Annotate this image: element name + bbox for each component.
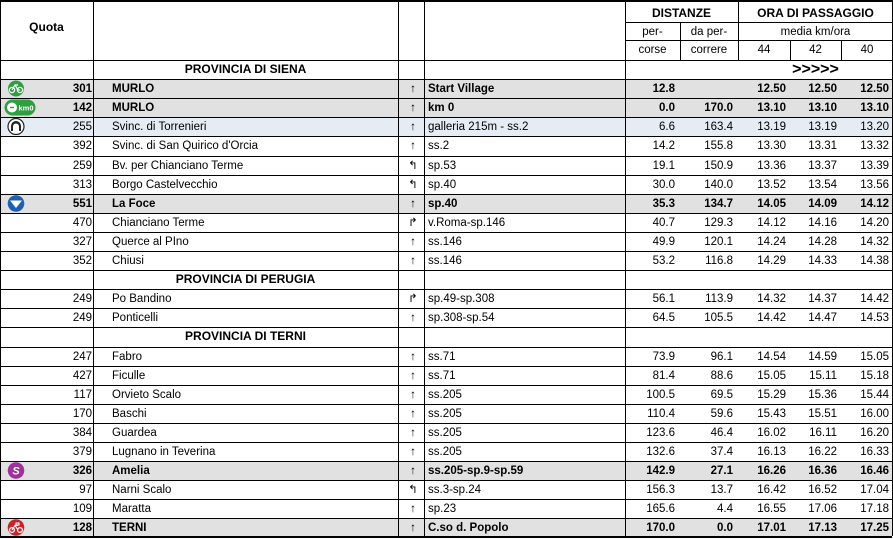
road-cell: sp.53 xyxy=(428,159,457,172)
distance-done-cell: 6.6 xyxy=(659,121,675,134)
road-cell: C.so d. Popolo xyxy=(428,522,509,535)
time-42-cell: 13.54 xyxy=(808,178,837,191)
grid-line-v xyxy=(680,22,681,60)
quota-cell: 109 xyxy=(72,503,92,516)
time-42-cell: 16.22 xyxy=(808,446,837,458)
table-row xyxy=(0,480,892,499)
direction-cell: ↑ xyxy=(410,140,416,153)
quota-cell: 255 xyxy=(72,121,92,134)
grid-line-h xyxy=(0,79,892,80)
road-cell: ss.71 xyxy=(428,369,456,382)
time-40-cell: 17.04 xyxy=(860,484,889,497)
direction-cell: ↑ xyxy=(410,235,416,248)
table-row xyxy=(0,442,892,461)
road-cell: ss.205 xyxy=(428,388,462,401)
place-cell: Baschi xyxy=(112,407,147,420)
grid-line-h xyxy=(0,194,892,195)
place-cell: Lugnano in Teverina xyxy=(112,446,216,458)
quota-cell: 379 xyxy=(72,446,92,458)
grid-line-h xyxy=(0,213,892,214)
time-44-cell: 16.02 xyxy=(757,426,786,439)
grid-line-h xyxy=(0,308,892,309)
header-dapercorrere-1: da per- xyxy=(690,26,728,38)
road-cell: ss.205 xyxy=(428,446,462,458)
distance-remaining-cell: 140.0 xyxy=(704,178,733,191)
distance-remaining-cell: 59.6 xyxy=(710,407,733,420)
time-44-cell: 16.26 xyxy=(757,465,786,478)
table-row xyxy=(0,175,892,194)
time-44-cell: 14.29 xyxy=(757,255,786,267)
distance-remaining-cell: 163.4 xyxy=(704,121,733,134)
road-cell: ss.146 xyxy=(428,255,462,267)
grid-line-h xyxy=(625,22,893,23)
time-44-cell: 12.50 xyxy=(757,83,786,96)
distance-remaining-cell: 37.4 xyxy=(710,446,733,458)
direction-cell: ↑ xyxy=(410,522,416,535)
distance-done-cell: 73.9 xyxy=(652,350,675,363)
distance-remaining-cell: 150.9 xyxy=(704,159,733,172)
grid-line-v xyxy=(424,0,425,536)
time-42-cell: 14.28 xyxy=(808,235,837,248)
quota-cell: 259 xyxy=(72,159,92,172)
time-44-cell: 13.30 xyxy=(757,140,786,153)
time-42-cell: 13.10 xyxy=(808,102,837,115)
direction-cell: ↑ xyxy=(410,446,416,458)
grid-line-h xyxy=(0,518,892,519)
place-cell: Chianciano Terme xyxy=(112,216,205,229)
grid-line-v xyxy=(398,0,399,536)
section-perugia: PROVINCIA DI PERUGIA xyxy=(175,272,316,287)
grid-line-v xyxy=(738,0,739,60)
distance-remaining-cell: 4.4 xyxy=(717,503,733,516)
distance-done-cell: 100.5 xyxy=(646,388,675,401)
road-cell: ss.205-sp.9-sp.59 xyxy=(428,465,524,478)
quota-cell: 247 xyxy=(72,350,92,363)
distance-done-cell: 81.4 xyxy=(652,369,675,382)
table-row xyxy=(0,308,892,327)
direction-cell: ↑ xyxy=(410,407,416,420)
header-dapercorrere-2: correre xyxy=(690,44,728,56)
time-40-cell: 17.18 xyxy=(860,503,889,516)
distance-remaining-cell: 27.1 xyxy=(710,465,733,478)
time-42-cell: 15.51 xyxy=(808,407,837,420)
quota-cell: 470 xyxy=(72,216,92,229)
time-40-cell: 12.50 xyxy=(860,83,889,96)
distance-remaining-cell: 129.3 xyxy=(704,216,733,229)
time-42-cell: 14.33 xyxy=(808,255,837,267)
time-40-cell: 14.38 xyxy=(860,255,889,267)
distance-done-cell: 170.0 xyxy=(646,522,675,535)
grid-line-h xyxy=(0,117,892,118)
place-cell: TERNI xyxy=(112,522,147,535)
quota-cell: 326 xyxy=(72,465,92,478)
time-42-cell: 16.52 xyxy=(808,484,837,497)
grid-line-h xyxy=(0,289,892,290)
table-row xyxy=(0,79,892,98)
time-40-cell: 13.10 xyxy=(860,102,889,115)
grid-line-h xyxy=(0,327,892,328)
place-cell: Ponticelli xyxy=(112,312,159,325)
place-cell: Bv. per Chianciano Terme xyxy=(112,159,244,172)
road-cell: galleria 215m - ss.2 xyxy=(428,121,529,134)
time-44-cell: 13.10 xyxy=(757,102,786,115)
distance-remaining-cell: 155.8 xyxy=(704,140,733,153)
time-40-cell: 14.12 xyxy=(860,197,889,210)
quota-cell: 142 xyxy=(72,102,92,115)
grid-line-h xyxy=(0,423,892,424)
header-ora-passaggio: ORA DI PASSAGGIO xyxy=(757,6,874,20)
time-44-cell: 16.42 xyxy=(757,484,786,497)
gpm-icon xyxy=(3,195,29,212)
table-row xyxy=(0,98,892,117)
distance-remaining-cell: 170.0 xyxy=(704,102,733,115)
svg-text:km0: km0 xyxy=(18,103,34,113)
direction-cell: ↰ xyxy=(408,178,418,191)
time-42-cell: 14.09 xyxy=(808,197,837,210)
header-percorse-2: corse xyxy=(638,44,667,56)
distance-done-cell: 35.3 xyxy=(652,197,675,210)
header-speed-44: 44 xyxy=(757,44,771,56)
distance-remaining-cell xyxy=(680,79,733,98)
time-44-cell: 14.32 xyxy=(757,293,786,306)
table-row xyxy=(0,156,892,175)
distance-remaining-cell: 69.5 xyxy=(710,388,733,401)
header-quota: Quota xyxy=(29,20,64,34)
table-row xyxy=(0,251,892,270)
time-44-cell: 17.01 xyxy=(757,522,786,535)
header-media: media km/ora xyxy=(780,26,851,38)
grid-line-h xyxy=(0,461,892,462)
section-terni: PROVINCIA DI TERNI xyxy=(185,329,306,344)
time-44-cell: 14.05 xyxy=(757,197,786,210)
road-cell: sp.49-sp.308 xyxy=(428,293,495,306)
direction-cell: ↱ xyxy=(408,293,418,306)
time-44-cell: 13.52 xyxy=(757,178,786,191)
grid-line-h xyxy=(0,404,892,405)
grid-line-h xyxy=(0,347,892,348)
time-42-cell: 16.11 xyxy=(809,426,837,439)
road-cell: sp.23 xyxy=(428,503,457,516)
place-cell: Querce al PIno xyxy=(112,235,189,248)
time-42-cell: 17.06 xyxy=(808,503,837,516)
time-40-cell: 13.32 xyxy=(860,140,889,153)
direction-cell: ↑ xyxy=(410,197,416,210)
quota-cell: 170 xyxy=(72,407,92,420)
distance-remaining-cell: 0.0 xyxy=(717,522,733,535)
time-40-cell: 15.05 xyxy=(860,350,889,363)
quota-cell: 97 xyxy=(79,484,92,497)
time-42-cell: 12.50 xyxy=(808,83,837,96)
grid-line-h xyxy=(0,232,892,233)
direction-cell: ↱ xyxy=(408,216,418,229)
quota-cell: 313 xyxy=(72,178,92,191)
place-cell: Narni Scalo xyxy=(112,484,172,497)
place-cell: Guardea xyxy=(112,426,157,439)
time-42-cell: 14.37 xyxy=(808,293,837,306)
distance-done-cell: 40.7 xyxy=(652,216,675,229)
time-40-cell: 14.42 xyxy=(860,293,889,306)
road-cell: v.Roma-sp.146 xyxy=(428,216,506,229)
distance-remaining-cell: 116.8 xyxy=(705,255,733,267)
time-42-cell: 16.36 xyxy=(808,465,837,478)
time-44-cell: 13.19 xyxy=(757,121,786,134)
table-row xyxy=(0,423,892,442)
direction-cell: ↑ xyxy=(410,503,416,516)
direction-cell: ↑ xyxy=(410,388,416,401)
distance-remaining-cell: 13.7 xyxy=(710,484,733,497)
road-cell: ss.205 xyxy=(428,407,462,420)
quota-cell: 352 xyxy=(72,255,92,267)
direction-cell: ↑ xyxy=(410,255,416,267)
start-village-icon xyxy=(3,80,29,97)
direction-cell: ↑ xyxy=(410,350,416,363)
time-44-cell: 15.43 xyxy=(757,407,786,420)
time-40-cell: 15.44 xyxy=(860,388,889,401)
road-cell: sp.40 xyxy=(428,178,457,191)
header-speed-40: 40 xyxy=(860,44,874,56)
time-44-cell: 13.36 xyxy=(757,159,786,172)
section-siena: PROVINCIA DI SIENA xyxy=(184,62,307,76)
quota-cell: 384 xyxy=(72,426,92,439)
direction-cell: ↑ xyxy=(410,426,416,439)
time-40-cell: 13.56 xyxy=(860,178,889,191)
road-cell: ss.3-sp.24 xyxy=(428,484,482,497)
direction-cell: ↑ xyxy=(410,121,416,134)
time-42-cell: 14.16 xyxy=(808,216,837,229)
distance-done-cell: 14.2 xyxy=(652,140,675,153)
place-cell: Maratta xyxy=(112,503,151,516)
place-cell: Orvieto Scalo xyxy=(112,388,182,401)
direction-cell: ↑ xyxy=(410,83,416,96)
grid-line-h xyxy=(0,98,892,99)
header-percorse-1: per- xyxy=(642,26,663,38)
time-40-cell: 14.32 xyxy=(860,235,889,248)
grid-line-h xyxy=(0,60,892,61)
time-42-cell: 14.47 xyxy=(808,312,837,325)
sprint-icon xyxy=(3,462,29,479)
grid-line-v xyxy=(93,0,94,536)
place-cell: MURLO xyxy=(112,102,155,115)
road-cell: sp.40 xyxy=(428,197,458,210)
grid-line-h xyxy=(0,156,892,157)
distance-remaining-cell: 105.5 xyxy=(704,312,733,325)
direction-cell: ↑ xyxy=(410,369,416,382)
distance-done-cell: 142.9 xyxy=(646,465,675,478)
time-44-cell: 14.54 xyxy=(757,350,786,363)
place-cell: Po Bandino xyxy=(112,293,172,306)
time-40-cell: 13.20 xyxy=(860,121,889,134)
distance-done-cell: 49.9 xyxy=(652,235,675,248)
time-44-cell: 16.13 xyxy=(757,446,786,458)
time-42-cell: 13.31 xyxy=(808,140,837,153)
time-42-cell: 13.37 xyxy=(808,159,837,172)
grid-line-v xyxy=(0,0,1,536)
table-row xyxy=(0,499,892,518)
time-42-cell: 15.36 xyxy=(808,388,837,401)
time-44-cell: 14.42 xyxy=(757,312,786,325)
table-row xyxy=(0,404,892,423)
table-row xyxy=(0,194,892,213)
time-44-cell: 14.24 xyxy=(757,235,786,248)
road-cell: ss.205 xyxy=(428,426,462,439)
header-distanze: DISTANZE xyxy=(651,6,712,20)
time-40-cell: 16.20 xyxy=(860,426,889,439)
time-42-cell: 15.11 xyxy=(809,369,837,382)
time-42-cell: 14.59 xyxy=(808,350,837,363)
quota-cell: 427 xyxy=(72,369,92,382)
grid-line-h xyxy=(0,270,892,271)
place-cell: MURLO xyxy=(112,83,155,96)
quota-cell: 249 xyxy=(72,312,92,325)
time-40-cell: 14.53 xyxy=(860,312,889,325)
quota-cell: 117 xyxy=(73,388,92,401)
place-cell: La Foce xyxy=(112,197,156,210)
tunnel-icon xyxy=(3,118,29,135)
distance-done-cell: 19.1 xyxy=(652,159,675,172)
grid-line-h xyxy=(0,385,892,386)
quota-cell: 301 xyxy=(72,83,92,96)
place-cell: Amelia xyxy=(112,465,150,478)
place-cell: Chiusi xyxy=(112,255,144,267)
quota-cell: 249 xyxy=(72,293,92,306)
distance-remaining-cell: 88.6 xyxy=(710,369,733,382)
time-40-cell: 16.33 xyxy=(860,446,889,458)
distance-done-cell: 110.4 xyxy=(647,407,675,420)
distance-done-cell: 156.3 xyxy=(646,484,675,497)
distance-done-cell: 0.0 xyxy=(659,102,675,115)
distance-remaining-cell: 120.1 xyxy=(704,235,733,248)
distance-done-cell: 12.8 xyxy=(652,83,675,96)
distance-done-cell: 165.6 xyxy=(646,503,675,516)
grid-line-h xyxy=(0,366,892,367)
place-cell: Ficulle xyxy=(112,369,146,382)
quota-cell: 128 xyxy=(72,522,92,535)
time-44-cell: 16.55 xyxy=(757,503,786,516)
grid-line-h xyxy=(0,499,892,500)
time-40-cell: 15.18 xyxy=(860,369,889,382)
direction-cell: ↑ xyxy=(410,465,416,478)
table-row xyxy=(0,213,892,232)
grid-line-h xyxy=(0,136,892,137)
table-row xyxy=(0,232,892,251)
table-row xyxy=(0,518,892,537)
distance-done-cell: 56.1 xyxy=(652,293,675,306)
grid-line-h xyxy=(625,40,893,41)
road-cell: ss.2 xyxy=(428,140,450,153)
grid-line-v xyxy=(625,0,626,536)
direction-cell: ↰ xyxy=(408,484,418,497)
arrows-label: >>>>> xyxy=(792,61,839,78)
quota-cell: 392 xyxy=(72,140,92,153)
table-row xyxy=(0,461,892,480)
distance-remaining-cell: 134.7 xyxy=(704,197,733,210)
distance-done-cell: 64.5 xyxy=(652,312,675,325)
grid-line-h xyxy=(0,175,892,176)
distance-done-cell: 132.6 xyxy=(646,446,675,458)
distance-done-cell: 30.0 xyxy=(652,178,675,191)
road-cell: km 0 xyxy=(428,102,455,115)
quota-cell: 327 xyxy=(72,235,92,248)
direction-cell: ↑ xyxy=(410,312,416,325)
time-40-cell: 13.39 xyxy=(860,159,889,172)
direction-cell: ↑ xyxy=(410,102,416,115)
road-cell: ss.146 xyxy=(428,235,462,248)
direction-cell: ↰ xyxy=(408,159,418,172)
place-cell: Svinc. di Torrenieri xyxy=(112,121,207,134)
quota-cell: 551 xyxy=(72,197,92,210)
distance-remaining-cell: 46.4 xyxy=(710,426,733,439)
grid-line-h xyxy=(0,442,892,443)
grid-line-v xyxy=(841,40,842,60)
time-40-cell: 16.00 xyxy=(860,407,889,420)
table-row xyxy=(0,117,892,136)
place-cell: Fabro xyxy=(112,350,143,363)
table-row xyxy=(0,136,892,155)
distance-done-cell: 53.2 xyxy=(652,255,675,267)
time-40-cell: 17.25 xyxy=(860,522,889,535)
grid-line-h xyxy=(0,480,892,481)
time-40-cell: 14.20 xyxy=(860,216,889,229)
table-row xyxy=(0,366,892,385)
grid-line-h xyxy=(0,0,892,2)
svg-text:S: S xyxy=(12,465,20,478)
distance-remaining-cell: 96.1 xyxy=(710,350,733,363)
time-44-cell: 15.29 xyxy=(757,388,786,401)
distance-remaining-cell: 113.9 xyxy=(705,293,733,306)
table-row xyxy=(0,385,892,404)
km0-icon xyxy=(4,99,36,116)
grid-line-h xyxy=(0,251,892,252)
time-44-cell: 15.05 xyxy=(757,369,786,382)
time-40-cell: 16.46 xyxy=(860,465,889,478)
road-cell: sp.308-sp.54 xyxy=(428,312,495,325)
place-cell: Borgo Castelvecchio xyxy=(112,178,218,191)
distance-done-cell: 123.6 xyxy=(646,426,675,439)
time-42-cell: 13.19 xyxy=(808,121,837,134)
grid-line-v xyxy=(790,40,791,60)
table-row xyxy=(0,289,892,308)
header-speed-42: 42 xyxy=(809,44,822,56)
finish-icon xyxy=(3,519,29,536)
road-cell: Start Village xyxy=(428,83,495,96)
table-row xyxy=(0,347,892,366)
time-42-cell: 17.13 xyxy=(808,522,837,535)
place-cell: Svinc. di San Quirico d'Orcia xyxy=(112,140,259,153)
time-44-cell: 14.12 xyxy=(757,216,786,229)
road-cell: ss.71 xyxy=(428,350,456,363)
